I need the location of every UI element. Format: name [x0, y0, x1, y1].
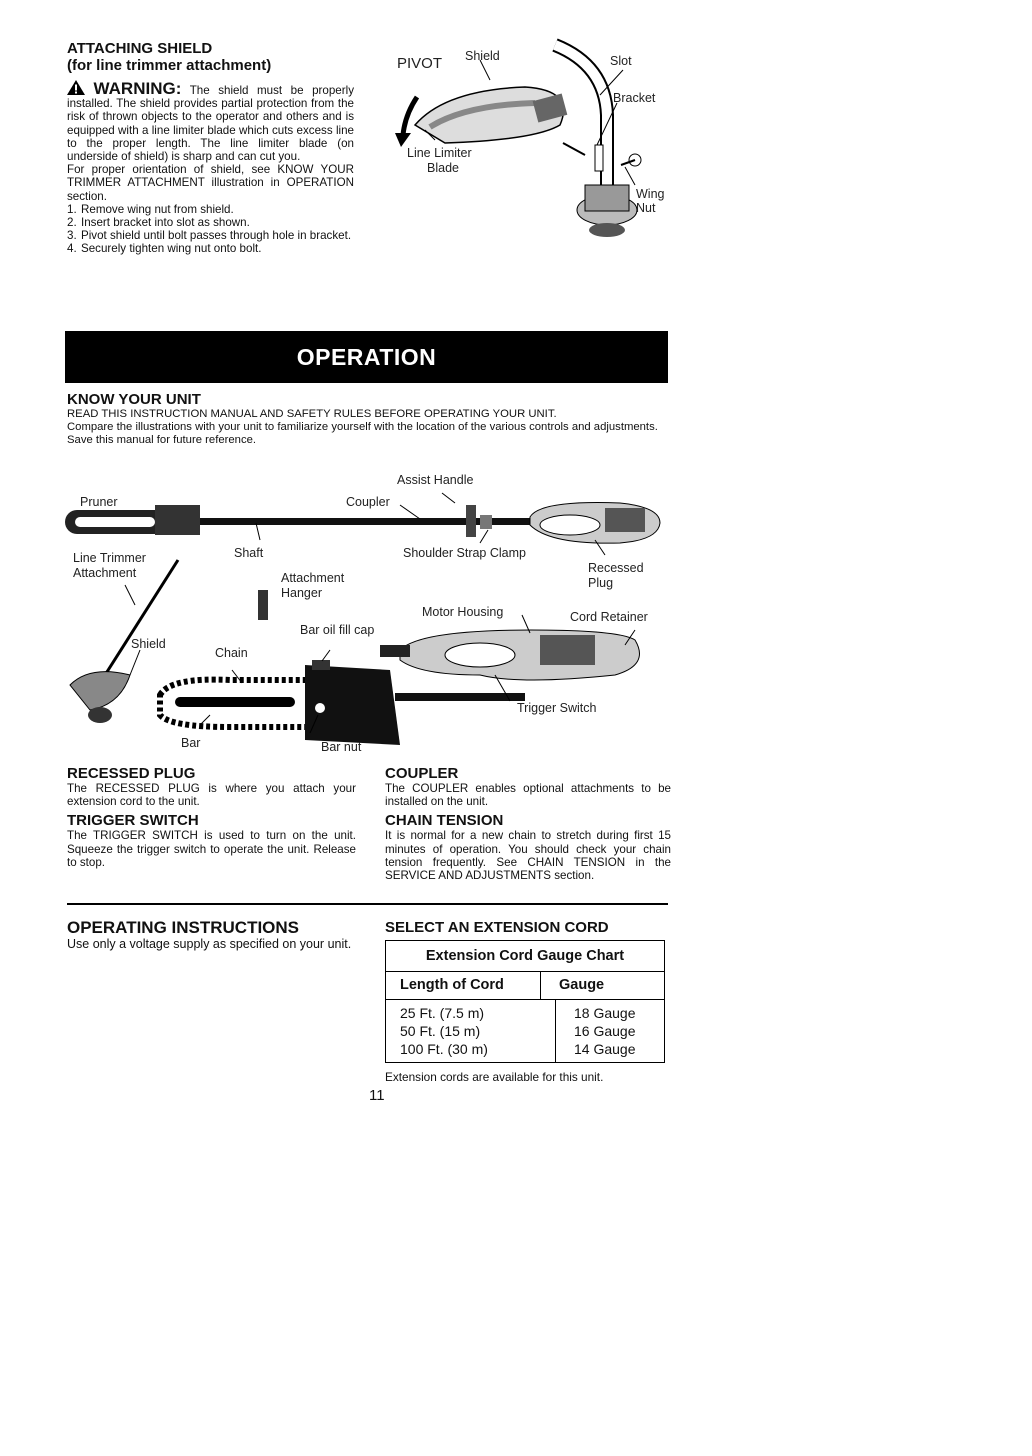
operating-instructions-section: [67, 918, 357, 951]
extension-cord-title: SELECT AN EXTENSION CORD: [385, 919, 609, 936]
orientation-text: For proper orientation of shield, see KNOW YOUR TRIMMER ATTACHMENT illustration in OPERATION section.: [67, 163, 354, 203]
shoulder-strap-clamp-label: Shoulder Strap Clamp: [403, 546, 526, 560]
column-header-gauge: Gauge: [559, 977, 605, 993]
chain-label: Chain: [215, 646, 248, 660]
recessed-plug-title: RECESSED PLUG: [67, 765, 196, 782]
recessed-plug-text: The RECESSED PLUG is where you attach your extension cord to the unit.: [67, 782, 356, 809]
operation-banner: OPERATION: [65, 331, 668, 383]
warning-word: WARNING:: [93, 79, 182, 98]
table-cell: 100 Ft. (30 m): [400, 1041, 488, 1057]
trigger-switch-text: The TRIGGER SWITCH is used to turn on the unit. Squeeze the trigger switch to operate the unit. Release to stop.: [67, 829, 356, 869]
trigger-switch-label: Trigger Switch: [517, 701, 597, 715]
know-your-unit-section: [67, 391, 670, 448]
shield-label: Shield: [465, 49, 500, 63]
bar-nut-label: Bar nut: [321, 740, 362, 754]
extension-cord-note: Extension cords are available for this unit.: [385, 1070, 604, 1084]
nut-label: Nut: [636, 201, 656, 215]
recessed-label: Recessed: [588, 561, 644, 575]
extension-cord-section: [385, 919, 670, 1084]
right-features-column: [385, 765, 671, 882]
section-divider: [67, 903, 668, 905]
chain-tension-title: CHAIN TENSION: [385, 812, 504, 830]
know-your-unit-line1: READ THIS INSTRUCTION MANUAL AND SAFETY RULES BEFORE OPERATING YOUR UNIT.: [67, 408, 557, 420]
bar-label: Bar: [181, 736, 201, 750]
line-limiter-label: Line Limiter: [407, 146, 472, 160]
table-cell: 25 Ft. (7.5 m): [400, 1005, 485, 1021]
attaching-shield-title: ATTACHING SHIELD: [67, 40, 213, 57]
list-item: 1. Remove wing nut from shield.: [67, 202, 234, 216]
attaching-shield-subtitle: (for line trimmer attachment): [67, 57, 272, 74]
coupler-label: Coupler: [346, 495, 390, 509]
know-your-unit-title: KNOW YOUR UNIT: [67, 391, 201, 408]
gauge-column: [556, 1000, 664, 1062]
gauge-chart-title: Extension Cord Gauge Chart: [386, 941, 664, 972]
gauge-chart-body: [386, 1000, 664, 1062]
list-item: 2. Insert bracket into slot as shown.: [67, 216, 250, 230]
shield-label: Shield: [131, 637, 166, 651]
gauge-chart-header: [386, 972, 664, 1000]
slot-label: Slot: [610, 54, 632, 68]
line-trimmer-attachment-label: Attachment: [73, 566, 137, 580]
list-item: 4. Securely tighten wing nut onto bolt.: [67, 242, 262, 256]
know-your-unit-line2: Compare the illustrations with your unit to familiarize yourself with the location of the various controls and adjustments. Save this manual for future reference.: [67, 421, 658, 447]
wing-label: Wing: [636, 187, 665, 201]
pruner-label: Pruner: [80, 495, 118, 509]
shaft-label: Shaft: [234, 546, 264, 560]
warning-triangle-icon: [67, 84, 94, 97]
pivot-label: PIVOT: [397, 55, 443, 72]
bracket-label: Bracket: [613, 91, 656, 105]
gauge-chart: [385, 940, 665, 1063]
left-features-column: [67, 765, 356, 869]
warning-paragraph: [67, 80, 354, 163]
attaching-shield-section: [67, 40, 354, 256]
motor-housing-label: Motor Housing: [422, 605, 504, 619]
unit-figure: [60, 465, 680, 765]
hanger-label: Hanger: [281, 586, 322, 600]
line-trimmer-label: Line Trimmer: [73, 551, 146, 565]
assist-handle-label: Assist Handle: [397, 473, 474, 487]
blade-label: Blade: [427, 161, 459, 175]
list-item: 3. Pivot shield until bolt passes through hole in bracket.: [67, 229, 352, 243]
bar-oil-fill-cap-label: Bar oil fill cap: [300, 623, 375, 637]
coupler-text: The COUPLER enables optional attachments to be installed on the unit.: [385, 782, 671, 809]
cord-retainer-label: Cord Retainer: [570, 610, 648, 624]
chain-tension-text: It is normal for a new chain to stretch during first 15 minutes of operation. You should check your chain tension frequently. See CHAIN TENSION in the SERVICE AND ADJUSTMENTS section.: [385, 829, 671, 883]
trigger-switch-title: TRIGGER SWITCH: [67, 812, 199, 830]
coupler-title: COUPLER: [385, 765, 459, 782]
table-cell: 18 Gauge: [574, 1005, 636, 1021]
shield-figure: [385, 35, 675, 250]
table-cell: 16 Gauge: [574, 1023, 636, 1039]
warning-text: The shield must be properly installed. The shield provides partial protection from the risk of thrown objects to the operator and others and is equipped with a line limiter blade which cuts excess line to the proper length. The line limiter blade (on underside of shield) is sharp and can cut you.: [67, 84, 354, 164]
operating-instructions-title: OPERATING INSTRUCTIONS: [67, 918, 300, 937]
attachment-hanger-label: Attachment: [281, 571, 345, 585]
operating-instructions-text: Use only a voltage supply as specified on your unit.: [67, 937, 352, 951]
length-column: [386, 1000, 556, 1062]
page-number: 11: [369, 1087, 385, 1104]
column-header-length: Length of Cord: [386, 972, 541, 999]
table-cell: 14 Gauge: [574, 1041, 636, 1057]
shield-steps-list: [67, 203, 354, 256]
table-cell: 50 Ft. (15 m): [400, 1023, 481, 1039]
plug-label: Plug: [588, 576, 614, 590]
